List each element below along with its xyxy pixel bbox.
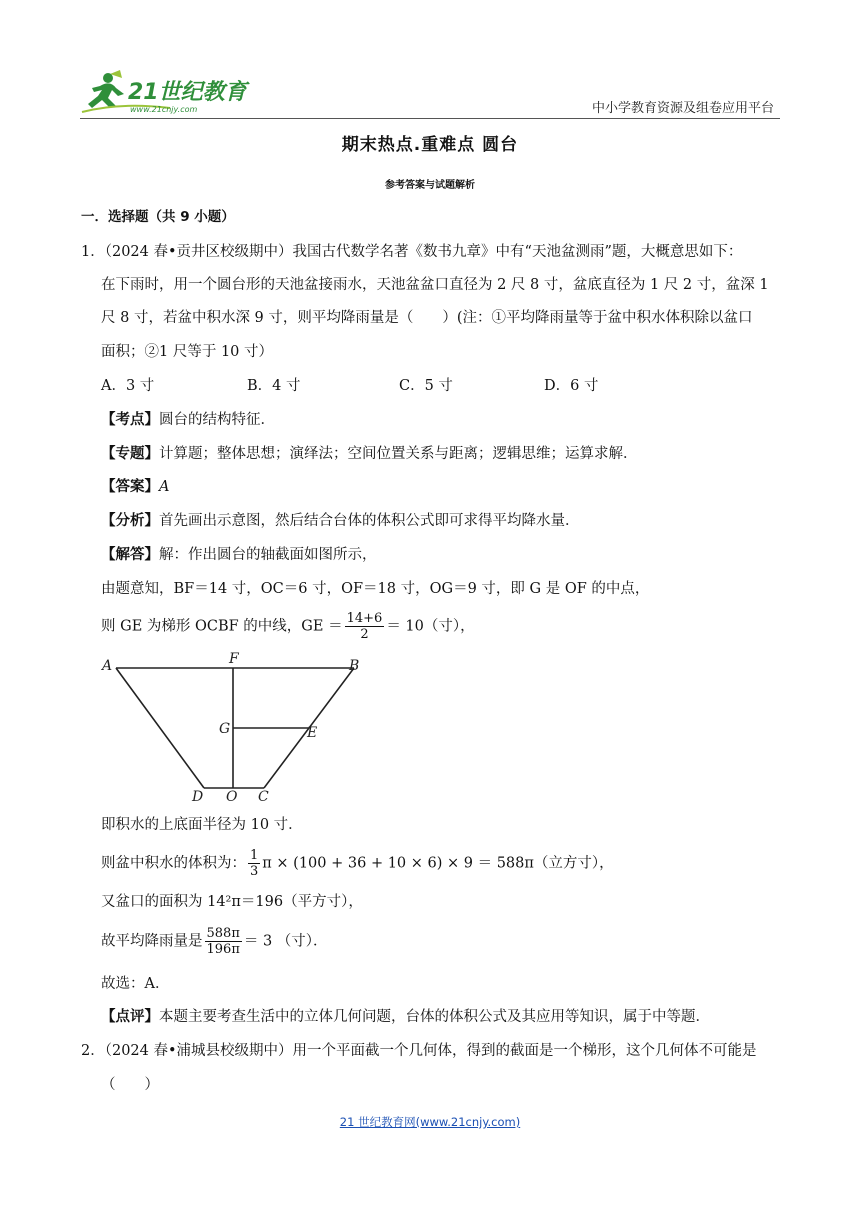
section-heading: 一．选择题（共 9 小题） — [81, 209, 235, 225]
q1-line-2: 在下雨时，用一个圆台形的天池盆接雨水，天池盆盆口直径为 2 尺 8 寸，盆底直径为 1 尺 2 寸，盆深 1 — [101, 277, 769, 293]
zhuanti-tag: 【专题】 — [101, 446, 159, 462]
page-title: 期末热点.重难点 圆台 — [341, 135, 519, 155]
answer-tag: 【答案】 — [101, 479, 159, 495]
label-d: D — [192, 789, 204, 805]
frustum-axial-section-figure — [100, 650, 370, 806]
label-f: F — [229, 651, 239, 667]
solution-text: 解：作出圆台的轴截面如图所示， — [159, 547, 377, 563]
solution-step-1: 由题意知，BF＝14 寸，OC＝6 寸，OF＝18 寸，OG＝9 寸，即 G 是 OF 的中点， — [101, 581, 650, 597]
q2-line-1: 2．（2024 春•浦城县校级期中）用一个平面截一个几何体，得到的截面是一个梯形，这个几何体不可能是 — [81, 1043, 757, 1059]
q2-line-2: （ ） — [101, 1077, 159, 1093]
label-b: B — [349, 658, 360, 674]
q1-answer — [101, 475, 169, 496]
solution-step-3: 即积水的上底面半径为 10 寸． — [101, 817, 303, 833]
analysis-text: 首先画出示意图，然后结合台体的体积公式即可求得平均降水量． — [159, 513, 580, 529]
label-a: A — [102, 658, 113, 674]
solution-step-2 — [101, 611, 475, 642]
kaodian-text: 圆台的结构特征． — [159, 412, 275, 428]
fraction-denominator: 2 — [360, 627, 369, 642]
step-6-prefix: 故平均降雨量是 — [101, 933, 203, 950]
q1-line-4: 面积；②1 尺等于 10 寸） — [101, 344, 274, 360]
comment-text: 本题主要考查生活中的立体几何问题，台体的体积公式及其应用等知识，属于中等题． — [159, 1009, 710, 1025]
footer-link[interactable]: 21 世纪教育网(www.21cnjy.com) — [339, 1115, 521, 1129]
q1-option-a: A．3 寸 — [101, 378, 155, 394]
label-g: G — [219, 721, 231, 737]
fraction-ge — [345, 611, 385, 642]
page-subtitle: 参考答案与试题解析 — [385, 180, 475, 191]
solution-step-5: 又盆口的面积为 14²π＝196（平方寸）， — [101, 894, 363, 910]
q1-zhuanti — [101, 442, 638, 463]
fraction-numerator: 588π — [206, 926, 240, 941]
q1-line-3: 尺 8 寸，若盆中积水深 9 寸，则平均降雨量是（ ）(注：①平均降雨量等于盆中积水体积除以盆口 — [101, 310, 753, 326]
solution-step-4 — [101, 848, 614, 879]
step-2-suffix: ＝ 10（寸）， — [386, 618, 475, 635]
q1-line-1: 1．（2024 春•贡井区校级期中）我国古代数学名著《数书九章》中有“天池盆测雨”题，大概意思如下： — [81, 244, 743, 260]
header-platform-name: 中小学教育资源及组卷应用平台 — [591, 101, 774, 116]
label-e: E — [307, 725, 318, 741]
q1-kaodian — [101, 408, 275, 429]
q1-solution — [101, 543, 377, 564]
fraction-numerator: 14+6 — [346, 611, 383, 626]
step-6-suffix: ＝ 3 （寸）． — [243, 933, 328, 950]
label-o: O — [226, 789, 238, 805]
zhuanti-text: 计算题；整体思想；演绎法；空间位置关系与距离；逻辑思维；运算求解． — [159, 446, 638, 462]
q1-option-b: B．4 寸 — [247, 378, 301, 394]
solution-tag: 【解答】 — [101, 547, 159, 563]
solution-step-7: 故选：A． — [101, 976, 170, 992]
fraction-numerator: 1 — [250, 848, 259, 863]
q1-option-d: D．6 寸 — [544, 378, 599, 394]
step-2-prefix: 则 GE 为梯形 OCBF 的中线，GE ＝ — [101, 618, 343, 635]
q1-option-c: C．5 寸 — [399, 378, 453, 394]
edge-ad — [116, 668, 204, 788]
site-logo — [80, 68, 250, 116]
q1-analysis — [101, 509, 580, 530]
fraction-denominator: 196π — [206, 942, 240, 957]
logo-url: www.21cnjy.com — [130, 105, 198, 114]
analysis-tag: 【分析】 — [101, 513, 159, 529]
answer-text: A — [159, 479, 170, 495]
fraction-rain — [205, 926, 242, 957]
fraction-one-third — [248, 848, 260, 879]
step-4-formula: π × (100 + 36 + 10 × 6) × 9 ＝ 588π（立方寸）， — [262, 855, 614, 872]
comment-tag: 【点评】 — [101, 1009, 159, 1025]
step-4-prefix: 则盆中积水的体积为： — [101, 855, 246, 872]
kaodian-tag: 【考点】 — [101, 412, 159, 428]
label-c: C — [258, 789, 269, 805]
fraction-denominator: 3 — [250, 864, 259, 879]
q1-comment — [101, 1005, 710, 1026]
footer — [0, 1114, 860, 1130]
header-divider — [80, 118, 780, 119]
logo-text: 21世纪教育 — [128, 80, 247, 105]
solution-step-6 — [101, 926, 328, 957]
